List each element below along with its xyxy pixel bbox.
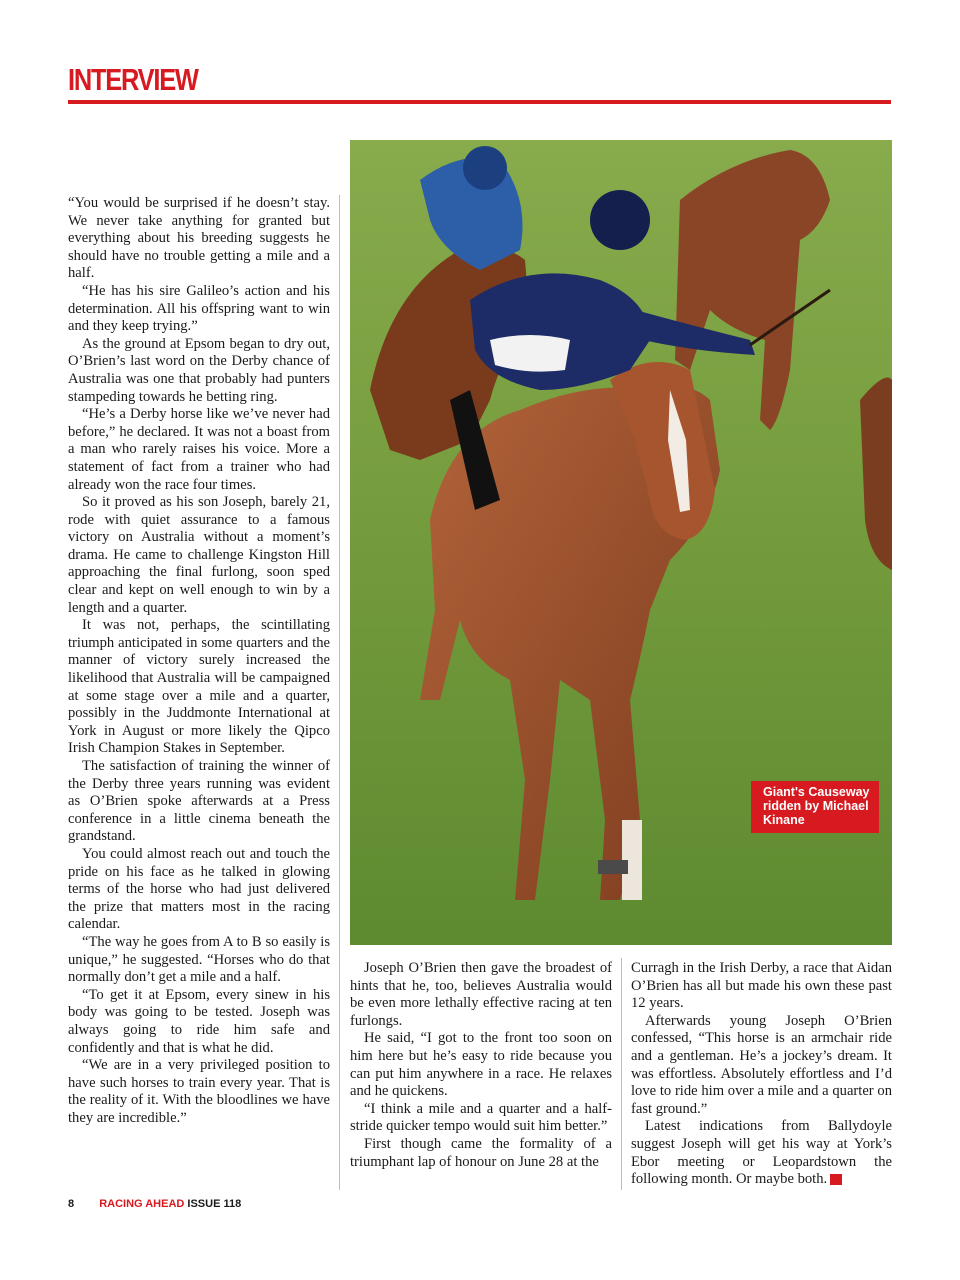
paragraph: As the ground at Epsom began to dry out, O’Brien’s last word on the Derby chance of Australia was one that probably had punters stampeding towards he betting ring. (68, 335, 330, 405)
main-jockey-cap (590, 190, 650, 250)
end-mark-icon: RA (830, 1174, 842, 1185)
paragraph (631, 1118, 892, 1188)
paragraph: Afterwards young Joseph O’Brien confessed, “This horse is an armchair ride and a gentleman. He’s a jockey’s dream. It was effortless. Absolutely effortless and I’d love to ride him over a mile and a quarter on fast ground.” (631, 1012, 892, 1117)
paragraph: “To get it at Epsom, every sinew in his body was going to be tested. Joseph was always going to ride him safe and confidently and that is what he did. (68, 986, 330, 1056)
column-divider (621, 958, 622, 1190)
paragraph: You could almost reach out and touch the pride on his face as he talked in glowing terms of the horse who had just delivered the prize that matters most in the racing calendar. (68, 845, 330, 933)
paragraph: He said, “I got to the front too soon on him here but he’s easy to ride because you can put him anywhere in a race. He relaxes and he quickens. (350, 1030, 612, 1100)
paragraph: “You would be surprised if he doesn’t stay. We never take anything for granted but everything about his breeding suggests he should have no trouble getting a mile and a half. (68, 195, 330, 282)
article-column-2 (350, 960, 612, 1171)
main-jockey-breeches (490, 335, 570, 372)
paragraph: “He has his sire Galileo’s action and his determination. All his offspring want to win and they keep trying.” (68, 282, 330, 335)
paragraph: So it proved as his son Joseph, barely 21, rode with quiet assurance to a famous victory on Australia without a moment’s drama. He came to challenge Kingston Hill approaching the final furlong, soon sped clear and kept on well enough to win by a length and a quarter. (68, 494, 330, 616)
magazine-name: RACING AHEAD (99, 1198, 185, 1210)
paragraph-text: Latest indications from Ballydoyle suggest Joseph will get his way at York’s Ebor meeting or Leopardstown the following month. Or maybe both. (631, 1118, 892, 1188)
paragraph: “I think a mile and a quarter and a half-stride quicker tempo would suit him better.” (350, 1100, 612, 1135)
issue-number: ISSUE 118 (187, 1198, 242, 1210)
racehorse-photo (350, 140, 892, 945)
paragraph: “We are in a very privileged position to have such horses to train every year. That is the reality of it. With the bloodlines we have they are incredible.” (68, 1057, 330, 1126)
title-rule (68, 100, 891, 104)
page-number: 8 (68, 1198, 75, 1210)
paragraph: “He’s a Derby horse like we’ve never had before,” he declared. It was not a boast from a man who rarely raises his voice. More a statement of fact from a trainer who had already won the race four times. (68, 406, 330, 493)
photo-caption: Giant's Causeway ridden by Michael Kinane (751, 781, 879, 833)
paragraph: It was not, perhaps, the scintillating triumph anticipated in some quarters and the manner of victory surely increased the likelihood that Australia will be campaigned at some stage over a mile and a quarter, possibly in the Juddmonte International at York in August or more likely the Qipco Irish Champion Stakes in September. (68, 617, 330, 757)
paragraph: Joseph O’Brien then gave the broadest of hints that he, too, believes Australia would be even more lethally effective racing at ten furlongs. (350, 960, 612, 1029)
article-column-3 (631, 960, 892, 1189)
paragraph: First though came the formality of a triumphant lap of honour on June 28 at the (350, 1135, 612, 1170)
background-jockey-cap (463, 146, 507, 190)
page-footer (68, 1198, 241, 1210)
paragraph: “The way he goes from A to B so easily is unique,” he suggested. “Horses who do that normally don’t get a mile and a half. (68, 933, 330, 986)
column-divider (339, 195, 340, 1190)
paragraph: Curragh in the Irish Derby, a race that Aidan O’Brien has all but made his own these past 12 years. (631, 960, 892, 1012)
article-column-1 (68, 195, 330, 1127)
section-title: INTERVIEW (68, 62, 198, 97)
paragraph: The satisfaction of training the winner of the Derby three years running was evident as O’Brien spoke afterwards at a Press conference in a little cinema beneath the grandstand. (68, 758, 330, 845)
horse-hoof (598, 860, 628, 874)
